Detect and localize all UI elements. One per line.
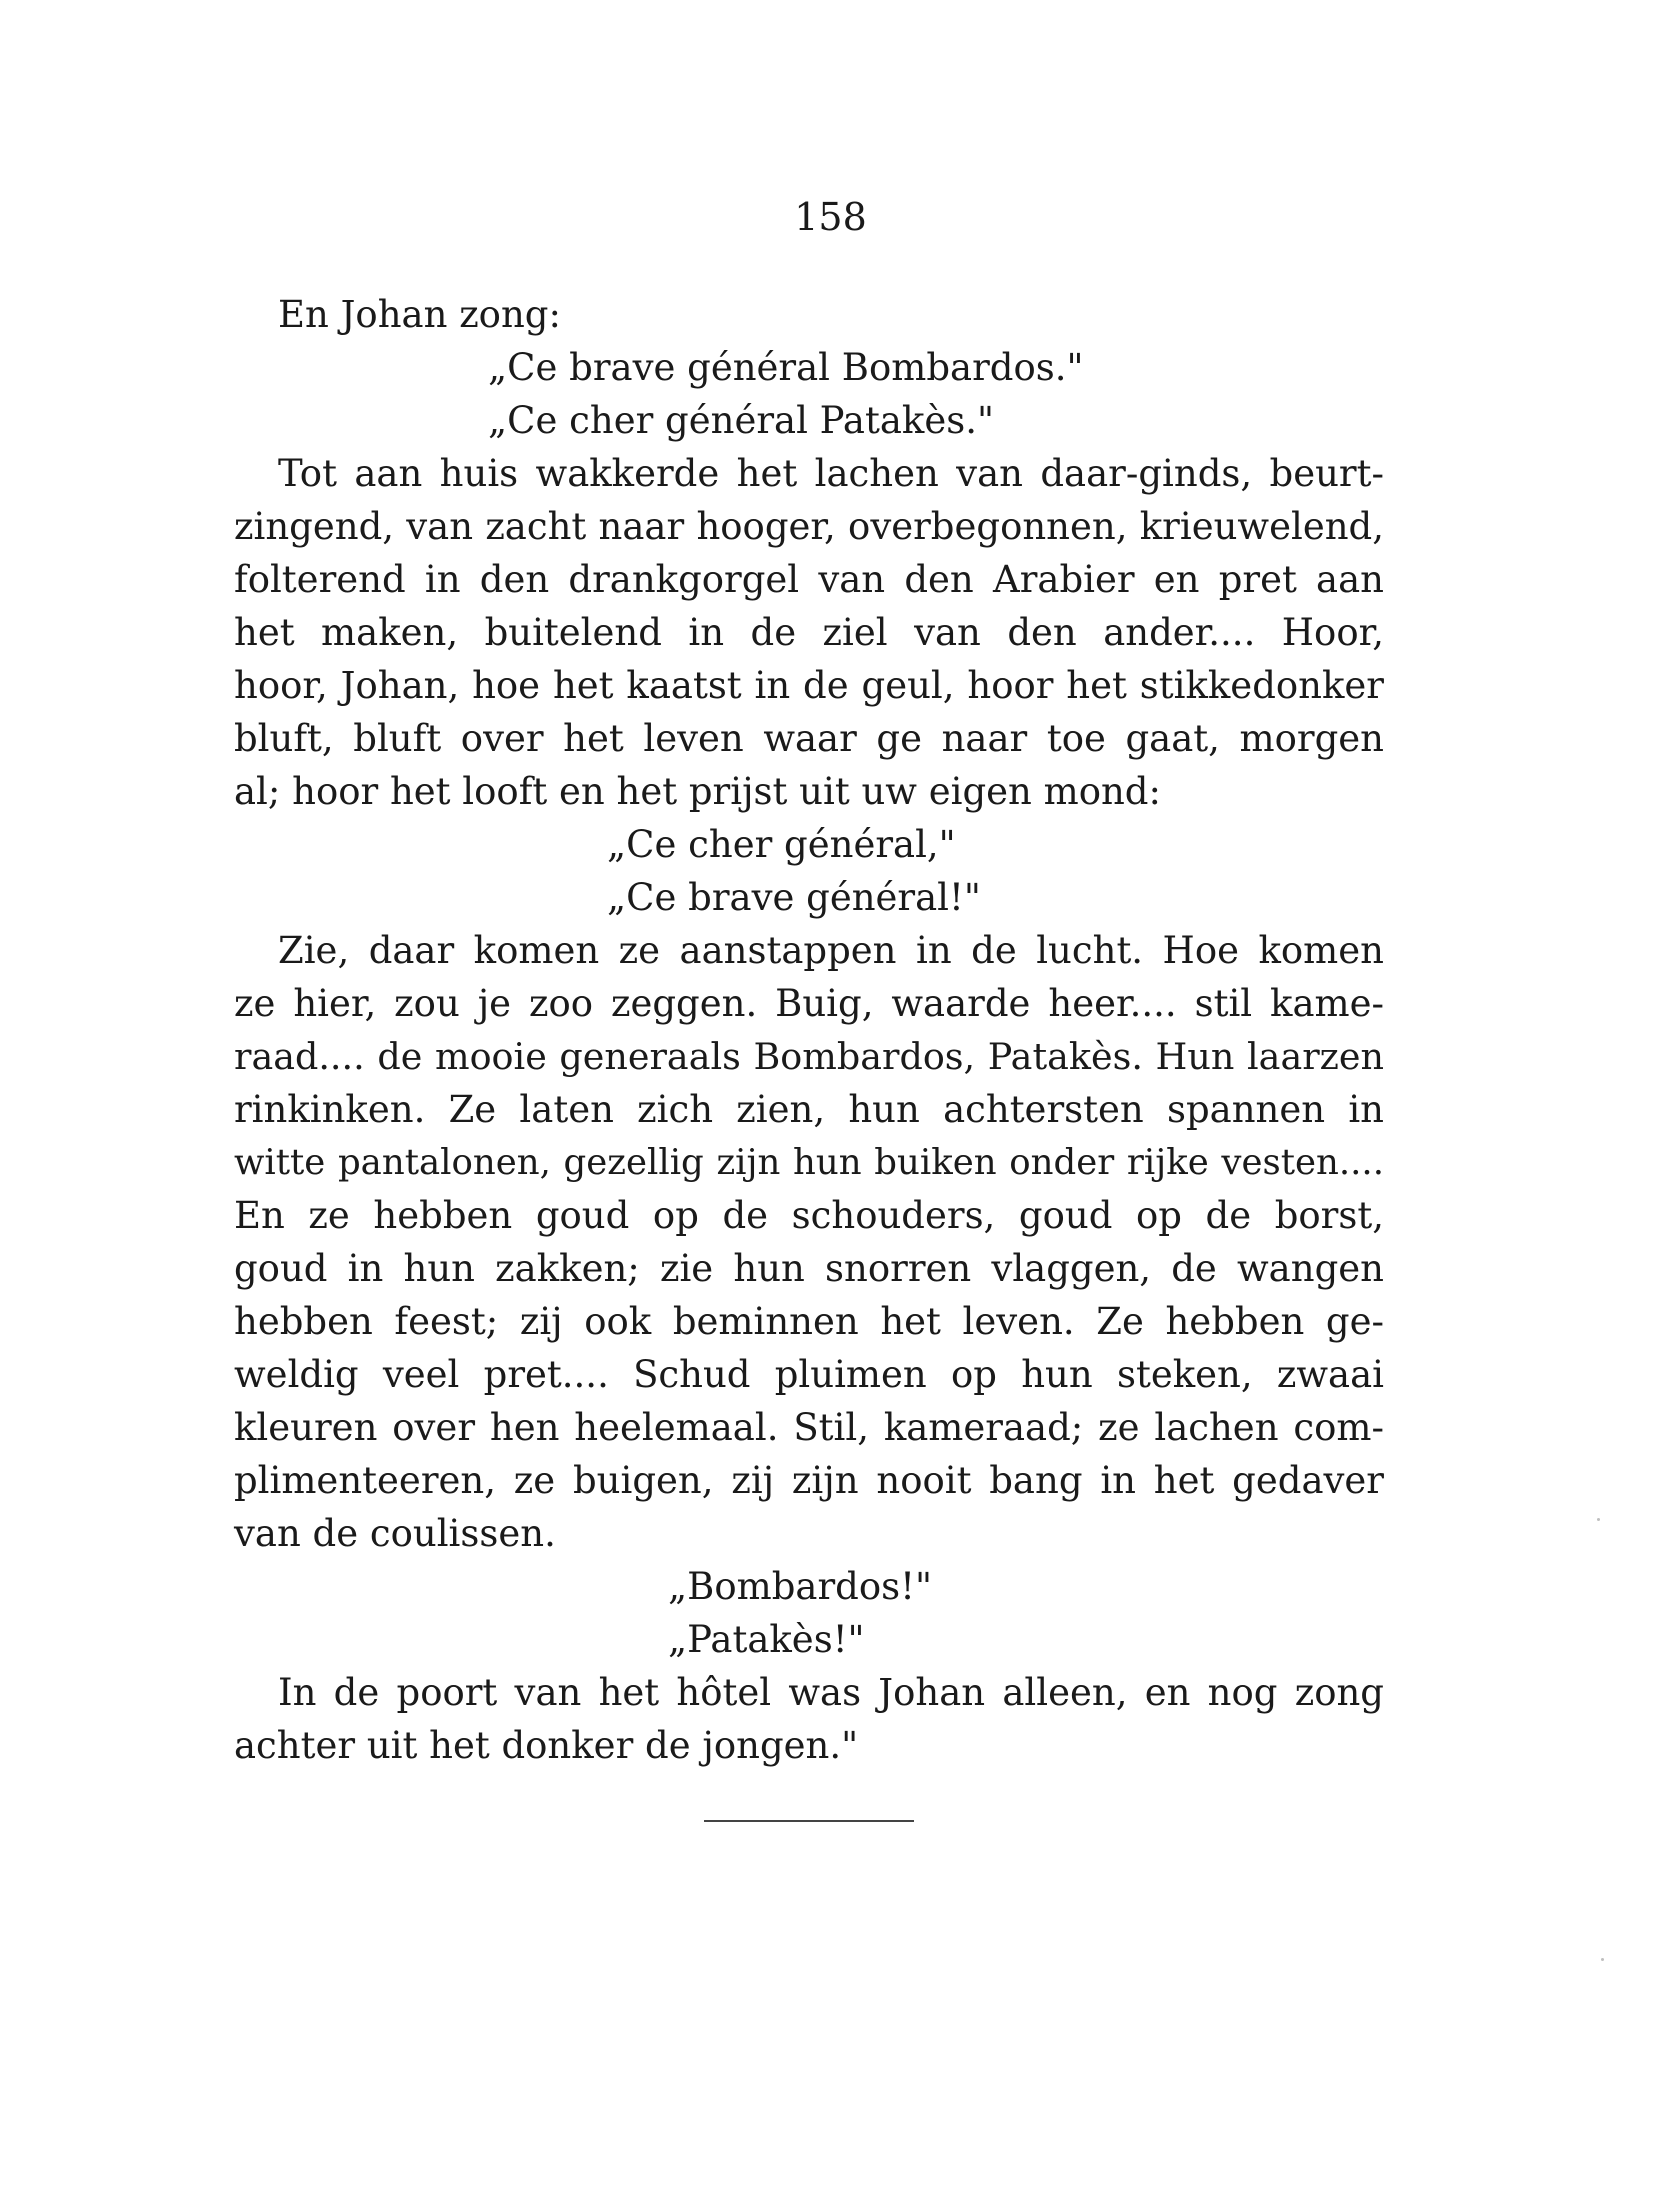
text-line: kleuren over hen heelemaal. Stil, kameraad; ze lachen com- <box>234 1406 1384 1449</box>
chapter-end-rule <box>704 1820 914 1822</box>
text-line: ze hier, zou je zoo zeggen. Buig, waarde heer.... stil kame- <box>234 982 1384 1025</box>
text-line: zingend, van zacht naar hooger, overbegonnen, krieuwelend, <box>234 505 1384 548</box>
text-line: rinkinken. Ze laten zich zien, hun achtersten spannen in <box>234 1088 1384 1131</box>
text-line: En ze hebben goud op de schouders, goud op de borst, <box>234 1194 1384 1237</box>
text-line: En Johan zong: <box>278 293 561 336</box>
text-line: witte pantalonen, gezellig zijn hun buiken onder rijke vesten.... <box>234 1142 1384 1183</box>
page-number: 158 <box>794 195 867 239</box>
song-line: „Ce cher général," <box>607 823 956 866</box>
text-line: hoor, Johan, hoe het kaatst in de geul, hoor het stikkedonker <box>234 664 1384 707</box>
text-line: achter uit het donker de jongen." <box>234 1724 859 1767</box>
song-line: „Ce cher général Patakès." <box>488 399 994 442</box>
text-line: van de coulissen. <box>234 1512 556 1555</box>
text-line: raad.... de mooie generaals Bombardos, Patakès. Hun laarzen <box>234 1035 1384 1078</box>
paper-speck <box>1601 1958 1604 1961</box>
text-line: folterend in den drankgorgel van den Arabier en pret aan <box>234 558 1384 601</box>
text-line: goud in hun zakken; zie hun snorren vlaggen, de wangen <box>234 1247 1384 1290</box>
text-line: hebben feest; zij ook beminnen het leven. Ze hebben ge- <box>234 1300 1384 1343</box>
paper-speck <box>1597 1518 1600 1521</box>
song-line: „Ce brave général Bombardos." <box>488 346 1084 389</box>
text-line: het maken, buitelend in de ziel van den ander.... Hoor, <box>234 611 1384 654</box>
song-line: „Ce brave général!" <box>607 876 981 919</box>
text-line: weldig veel pret.... Schud pluimen op hun steken, zwaai <box>234 1353 1384 1396</box>
text-line: plimenteeren, ze buigen, zij zijn nooit bang in het gedaver <box>234 1459 1384 1502</box>
song-line: „Patakès!" <box>668 1618 865 1661</box>
text-line: al; hoor het looft en het prijst uit uw eigen mond: <box>234 770 1161 813</box>
body-text <box>234 288 1384 1772</box>
song-line: „Bombardos!" <box>668 1565 932 1608</box>
text-line: In de poort van het hôtel was Johan alleen, en nog zong <box>278 1671 1384 1714</box>
text-line: Zie, daar komen ze aanstappen in de lucht. Hoe komen <box>278 929 1384 972</box>
text-line: Tot aan huis wakkerde het lachen van daar-ginds, beurt- <box>278 452 1384 495</box>
text-line: bluft, bluft over het leven waar ge naar toe gaat, morgen <box>234 717 1384 760</box>
